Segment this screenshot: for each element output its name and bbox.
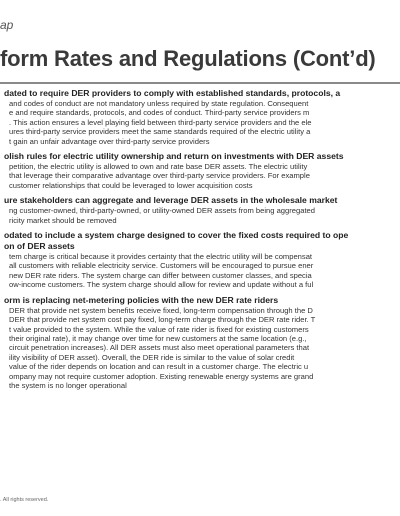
body-line: t value provided to the system. While the value of rate rider is fixed for existing customers [9,324,309,334]
body-line: petition, the electric utility is allowed to own and rate base DER assets. The electric utility [9,162,308,172]
section-heading-continued: on of DER assets [4,241,75,252]
section-heading: orm is replacing net-metering policies with the new DER rate riders [4,294,279,305]
title-divider [0,82,400,84]
body-line: ility visibility of DER asset). Overall, the DER ride is similar to the value of solar credit [9,352,295,362]
section-heading: odated to include a system charge designed to cover the fixed costs required to ope [4,230,349,241]
body-line: DER that provide net system cost pay fixed, long-term charge through the DER rate rider. T [9,315,316,325]
body-line: t gain an unfair advantage over third-party service providers [9,136,210,146]
body-line: and codes of conduct are not mandatory unless required by state regulation. Consequent [9,99,309,108]
body-line: value of the rider depends on location and can result in a customer charge. The electric u [9,362,309,372]
body-line: their original rate), it may change over time for new customers at the same location (e.g., [9,333,307,343]
body-line: ng customer-owned, third-party-owned, or utility-owned DER assets from being aggregated [9,206,316,216]
body-line: ricity market should be removed [9,215,117,225]
section-system-charge [0,230,400,290]
section-heading: dated to require DER providers to comply with established standards, protocols, a [4,88,341,98]
body-line: the system is no longer operational [9,380,127,390]
body-line: tem charge is critical because it provides certainty that the electric utility will be compensat [9,252,313,262]
main-content [0,88,400,395]
body-line: ompany may not require customer adoption. Existing renewable energy systems are grand [9,371,314,381]
copyright-footer: . All rights reserved. [0,497,49,503]
section-heading: ure stakeholders can aggregate and leverage DER assets in the wholesale market [4,195,338,206]
body-line: new DER rate riders. The system charge can differ between customer classes, and specia [9,270,312,280]
body-line: ures third-party service providers meet the same standards required of the electric utility a [9,127,311,137]
body-line: DER that provide net system benefits receive fixed, long-term compensation through the D [9,305,313,315]
section-ownership [0,151,400,190]
body-line: e and require standards, protocols, and codes of conduct. Third-party service providers m [9,108,310,118]
section-net-metering [0,295,400,391]
body-line: that leverage their comparative advantage over third-party service providers. For example [9,171,310,181]
breadcrumb: ap [0,18,14,32]
body-line: . This action ensures a level playing field between third-party service providers and the ele [9,117,312,127]
body-line: all customers with reliable electricity service. Customers will be encouraged to pursue ener [9,261,314,271]
page-title: form Rates and Regulations (Cont’d) [0,46,376,71]
section-wholesale [0,195,400,225]
section-heading: olish rules for electric utility ownership and return on investments with DER assets [4,151,344,162]
body-line: customer relationships that could be leveraged to lower acquisition costs [9,180,253,190]
body-line: ow-income customers. The system charge should allow for review and update without a ful [9,280,314,290]
body-line: circuit penetration increases). All DER assets must also meet operational parameters that [9,343,310,353]
section-standards [0,88,400,146]
